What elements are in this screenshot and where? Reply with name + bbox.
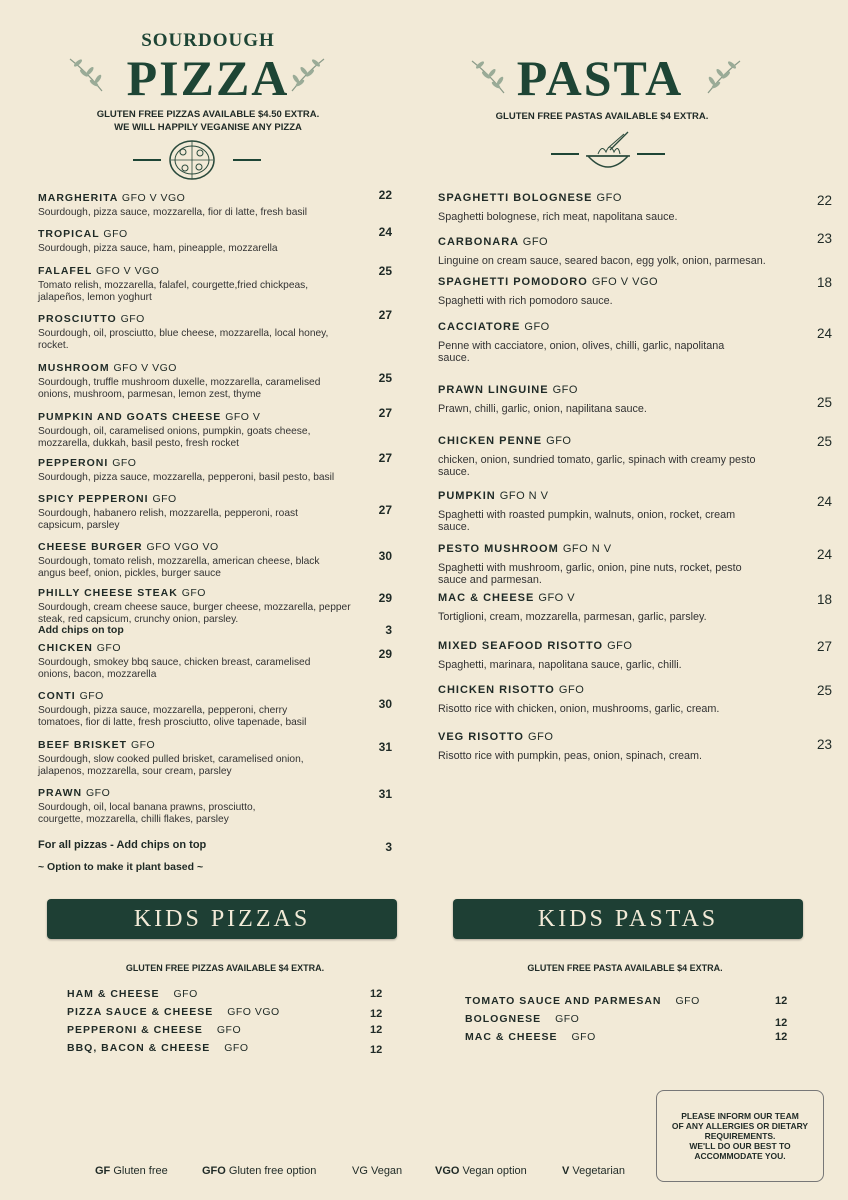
pizza-price: 25 <box>378 371 392 385</box>
pizza-price: 30 <box>378 697 392 711</box>
kids-pasta-item <box>465 1013 579 1025</box>
pizza-description <box>38 705 373 728</box>
kids-pizza-item <box>67 1006 280 1018</box>
desc-line: Spaghetti with mushroom, garlic, onion, pine nuts, rocket, pesto <box>438 562 742 574</box>
item-title: CHICKEN <box>38 642 93 654</box>
chips-all-label: For all pizzas - Add chips on top <box>38 839 207 851</box>
kids-pasta-price: 12 <box>775 995 788 1007</box>
pizza-gf-note: GLUTEN FREE PIZZAS AVAILABLE $4.50 EXTRA. <box>96 109 320 120</box>
kids-pizza-price: 12 <box>370 1008 383 1020</box>
pasta-price: 18 <box>816 275 832 290</box>
kids-pastas-banner: KIDS PASTAS <box>453 899 803 939</box>
kids-pizzas-banner: KIDS PIZZAS <box>47 899 397 939</box>
pasta-description <box>438 660 798 672</box>
item-tags: GFO V VGO <box>591 276 659 288</box>
desc-line: Linguine on cream sauce, seared bacon, egg yolk, onion, parmesan. <box>438 255 766 267</box>
pasta-description <box>438 341 798 364</box>
item-tags: GFO N V <box>562 543 612 555</box>
kids-pasta-item <box>465 995 700 1007</box>
item-tags: GFO VGO VO <box>146 541 219 553</box>
pizza-price: 22 <box>378 188 392 202</box>
pizza-price: 31 <box>378 787 392 801</box>
kids-pizza-item <box>67 1042 249 1054</box>
pizza-name <box>38 739 155 751</box>
olive-branch-icon <box>702 57 742 97</box>
item-tags: GFO <box>216 1024 242 1036</box>
item-tags: GFO <box>79 690 104 702</box>
pizza-name <box>38 192 185 204</box>
pasta-price: 24 <box>816 326 832 341</box>
desc-line: Sourdough, cream cheese sauce, burger cheese, mozzarella, pepper <box>38 602 351 613</box>
item-tags: GFO <box>152 493 177 505</box>
item-tags: GFO <box>552 384 578 396</box>
pizza-title: PIZZA <box>126 50 290 106</box>
pizza-description <box>38 657 373 680</box>
item-tags: GFO <box>675 995 700 1007</box>
desc-line: Risotto rice with pumpkin, peas, onion, spinach, cream. <box>438 750 703 762</box>
item-title: MIXED SEAFOOD RISOTTO <box>438 640 604 652</box>
pizza-name <box>38 642 121 654</box>
pizza-price: 29 <box>378 647 392 661</box>
item-tags: GFO <box>528 731 554 743</box>
item-title: TOMATO SAUCE AND PARMESAN <box>465 995 662 1007</box>
item-tags: GFO <box>524 321 550 333</box>
item-title: SPAGHETTI POMODORO <box>438 276 588 288</box>
pizza-description <box>38 426 373 449</box>
pizza-kicker: SOURDOUGH <box>141 30 275 51</box>
item-tags: GFO <box>112 457 137 469</box>
item-title: MUSHROOM <box>38 362 110 374</box>
item-tags: GFO <box>546 435 572 447</box>
desc-line: Sourdough, pizza sauce, mozzarella, pepperoni, cherry <box>38 705 288 716</box>
pasta-description <box>438 455 798 478</box>
legend-label: Gluten free <box>113 1165 168 1177</box>
item-title: CHEESE BURGER <box>38 541 143 553</box>
item-tags: GFO V <box>225 411 261 423</box>
pasta-description <box>438 212 798 224</box>
pasta-name <box>438 276 658 288</box>
item-title: PESTO MUSHROOM <box>438 543 559 555</box>
item-tags: GFO V VGO <box>95 265 160 277</box>
desc-line: Spaghetti with roasted pumpkin, walnuts, onion, rocket, cream <box>438 509 736 521</box>
item-title: TROPICAL <box>38 228 100 240</box>
kids-pastas-gf-note: GLUTEN FREE PASTA AVAILABLE $4 EXTRA. <box>527 963 723 973</box>
kids-pizza-price: 12 <box>370 988 383 1000</box>
desc-line: jalapenos, mozzarella, sour cream, parsley <box>38 765 232 777</box>
pizza-price: 30 <box>378 549 392 563</box>
item-tags: GFO <box>555 1013 580 1025</box>
item-tags: GFO V <box>538 592 576 604</box>
pasta-price: 24 <box>816 547 832 562</box>
pizza-name <box>38 313 145 325</box>
pizza-description <box>38 472 373 484</box>
pizza-description <box>38 508 373 531</box>
pizza-description <box>38 556 373 579</box>
desc-line: courgette, mozzarella, chilli flakes, parsley <box>38 813 229 825</box>
item-title: PEPPERONI & CHEESE <box>67 1024 203 1036</box>
pizza-description <box>38 280 373 303</box>
pizza-description <box>38 602 373 625</box>
desc-line: onions, mushroom, parmesan, lemon zest, thyme <box>38 388 262 400</box>
desc-line: Sourdough, truffle mushroom duxelle, mozzarella, caramelised <box>38 377 321 388</box>
item-tags: GFO <box>558 684 585 696</box>
pizza-vegan-note: WE WILL HAPPILY VEGANISE ANY PIZZA <box>114 122 302 133</box>
divider <box>133 159 161 161</box>
pizza-price: 24 <box>378 225 392 239</box>
pasta-description <box>438 296 798 308</box>
item-title: PIZZA SAUCE & CHEESE <box>67 1006 214 1018</box>
kids-pizza-price: 12 <box>370 1044 383 1056</box>
item-tags: GFO <box>96 642 122 654</box>
desc-line: angus beef, onion, pickles, burger sauce <box>38 567 221 579</box>
item-title: BBQ, BACON & CHEESE <box>67 1042 211 1054</box>
desc-line: Sourdough, pizza sauce, mozzarella, pepperoni, basil pesto, basil <box>38 472 335 483</box>
pizza-price: 27 <box>378 503 392 517</box>
desc-line: Risotto rice with chicken, onion, mushrooms, garlic, cream. <box>438 703 720 715</box>
olive-branch-icon <box>286 55 326 95</box>
item-title: HAM & CHEESE <box>67 988 160 1000</box>
legend-code: GFO <box>202 1165 226 1177</box>
desc-line: Penne with cacciatore, onion, olives, chilli, garlic, napolitana <box>438 340 725 352</box>
item-title: CHICKEN RISOTTO <box>438 684 555 696</box>
item-tags: GFO V VGO <box>121 192 186 204</box>
pasta-price: 23 <box>816 231 832 246</box>
legend-code: VGO <box>435 1165 460 1177</box>
desc-line: Sourdough, pizza sauce, mozzarella, fior di latte, fresh basil <box>38 207 307 218</box>
divider <box>637 153 665 155</box>
kids-pizza-item <box>67 988 198 1000</box>
item-title: CHICKEN PENNE <box>438 435 543 447</box>
desc-line: rocket. <box>38 339 69 351</box>
pasta-name <box>438 236 548 248</box>
pizza-description <box>38 802 373 825</box>
kids-pizza-item <box>67 1024 241 1036</box>
desc-line: Sourdough, oil, prosciutto, blue cheese, mozzarella, local honey, <box>38 328 329 339</box>
legend-code: GF <box>95 1165 111 1177</box>
item-tags: GFO <box>86 787 111 799</box>
item-title: MAC & CHEESE <box>465 1031 558 1043</box>
kids-pasta-price: 12 <box>775 1031 788 1043</box>
kids-pizza-price: 12 <box>370 1024 383 1036</box>
item-tags: GFO <box>596 192 622 204</box>
pizza-description <box>38 243 373 255</box>
pasta-bowl-icon <box>584 130 632 174</box>
item-title: FALAFEL <box>38 265 93 277</box>
legend-label: Gluten free option <box>228 1165 317 1177</box>
pizza-price: 25 <box>378 264 392 278</box>
item-title: PHILLY CHEESE STEAK <box>38 587 178 599</box>
item-tags: GFO <box>130 739 156 751</box>
allergy-line: ACCOMMODATE YOU. <box>694 1151 786 1161</box>
desc-line: Sourdough, oil, caramelised onions, pumpkin, goats cheese, <box>38 426 311 437</box>
desc-line: Spaghetti, marinara, napolitana sauce, garlic, chilli. <box>438 659 682 671</box>
legend-code: VG <box>352 1165 368 1177</box>
desc-line: sauce. <box>438 351 470 364</box>
pizza-description <box>38 207 373 219</box>
item-title: SPICY PEPPERONI <box>38 493 149 505</box>
pizza-price: 31 <box>378 740 392 754</box>
pasta-price: 25 <box>816 683 832 698</box>
legend-vgo <box>435 1165 527 1177</box>
desc-line: Spaghetti bolognese, rich meat, napolitana sauce. <box>438 211 678 223</box>
pasta-name <box>438 543 612 555</box>
pasta-description <box>438 256 798 268</box>
item-title: MAC & CHEESE <box>438 592 535 604</box>
pizza-description <box>38 377 373 400</box>
desc-line: chicken, onion, sundried tomato, garlic, spinach with creamy pesto <box>438 454 756 466</box>
item-title: PUMPKIN <box>438 490 496 502</box>
desc-line: Sourdough, oil, local banana prawns, prosciutto, <box>38 802 256 813</box>
pasta-name <box>438 321 550 333</box>
pizza-name <box>38 587 206 599</box>
divider <box>551 153 579 155</box>
desc-line: Spaghetti with rich pomodoro sauce. <box>438 295 613 307</box>
item-title: MARGHERITA <box>38 192 118 204</box>
desc-line: tomatoes, fior di latte, fresh prosciutto, olive tapenade, basil <box>38 716 307 728</box>
item-title: BEEF BRISKET <box>38 739 128 751</box>
pizza-name <box>38 690 104 702</box>
desc-line: Prawn, chilli, garlic, onion, napilitana sauce. <box>438 403 647 415</box>
desc-line: Tortiglioni, cream, mozzarella, parmesan, garlic, parsley. <box>438 611 707 623</box>
pizza-price: 29 <box>378 591 392 605</box>
pizza-name <box>38 787 110 799</box>
allergy-line: PLEASE INFORM OUR TEAM <box>681 1111 799 1121</box>
pasta-description <box>438 404 798 416</box>
desc-line: Sourdough, tomato relish, mozzarella, american cheese, black <box>38 556 320 567</box>
desc-line: steak, red capsicum, crunchy onion, parsley. <box>38 613 239 625</box>
pasta-title: PASTA <box>516 50 684 106</box>
pasta-price: 25 <box>816 434 832 449</box>
legend-gf <box>95 1165 168 1177</box>
desc-line: mozzarella, dukkah, basil pesto, fresh rocket <box>38 437 240 449</box>
pasta-description <box>438 563 798 586</box>
pizza-name <box>38 265 159 277</box>
legend-vg <box>352 1165 402 1177</box>
item-title: PRAWN <box>38 787 83 799</box>
item-title: CARBONARA <box>438 236 519 248</box>
item-title: BOLOGNESE <box>465 1013 542 1025</box>
desc-line: sauce. <box>438 465 470 478</box>
pizza-icon <box>168 139 216 181</box>
allergy-line: WE'LL DO OUR BEST TO <box>689 1141 791 1151</box>
pizza-name <box>38 541 219 553</box>
pizza-name <box>38 493 177 505</box>
item-tags: GFO <box>120 313 145 325</box>
item-tags: GFO <box>224 1042 249 1054</box>
item-title: PEPPERONI <box>38 457 109 469</box>
pasta-price: 18 <box>816 592 832 607</box>
pasta-name <box>438 640 632 652</box>
item-title: VEG RISOTTO <box>438 731 524 743</box>
item-tags: GFO V VGO <box>113 362 177 374</box>
desc-line: onions, bacon, mozzarella <box>38 668 157 680</box>
item-title: CACCIATORE <box>438 321 521 333</box>
item-title: CONTI <box>38 690 76 702</box>
pizza-price: 27 <box>378 451 392 465</box>
chips-all-price: 3 <box>385 840 392 854</box>
item-title: PUMPKIN AND GOATS CHEESE <box>38 411 222 423</box>
pizza-name <box>38 362 177 374</box>
legend-label: Vegan option <box>462 1165 527 1177</box>
chips-addon-price: 3 <box>385 623 392 637</box>
kids-pizzas-gf-note: GLUTEN FREE PIZZAS AVAILABLE $4 EXTRA. <box>125 963 325 973</box>
pizza-description <box>38 754 373 777</box>
pasta-name <box>438 684 584 696</box>
pasta-description <box>438 704 798 716</box>
legend-label: Vegan <box>370 1165 403 1177</box>
item-tags: GFO <box>181 587 206 599</box>
desc-line: sauce and parmesan. <box>438 573 542 586</box>
item-tags: GFO N V <box>499 490 549 502</box>
pasta-description <box>438 751 798 763</box>
pasta-price: 23 <box>816 737 832 752</box>
allergy-line: OF ANY ALLERGIES OR DIETARY <box>671 1121 809 1131</box>
desc-line: Sourdough, pizza sauce, ham, pineapple, mozzarella <box>38 243 278 254</box>
legend-code: V <box>562 1165 570 1177</box>
pizza-name <box>38 228 128 240</box>
olive-branch-icon <box>68 55 108 95</box>
pizza-price: 27 <box>378 308 392 322</box>
legend-gfo <box>202 1165 316 1177</box>
chips-addon-label: Add chips on top <box>38 624 124 636</box>
item-tags: GFO <box>173 988 198 1000</box>
desc-line: Sourdough, smokey bbq sauce, chicken breast, caramelised <box>38 657 311 668</box>
desc-line: jalapeños, lemon yoghurt <box>38 291 152 303</box>
allergy-notice <box>656 1090 824 1182</box>
pasta-description <box>438 612 798 624</box>
plant-based-note: ~ Option to make it plant based ~ <box>38 861 204 873</box>
item-title: SPAGHETTI BOLOGNESE <box>438 192 593 204</box>
item-tags: GFO <box>103 228 128 240</box>
pasta-name <box>438 592 575 604</box>
pizza-name <box>38 457 136 469</box>
pasta-name <box>438 731 553 743</box>
pasta-name <box>438 490 549 502</box>
pizza-price: 27 <box>378 406 392 420</box>
desc-line: capsicum, parsley <box>38 519 120 531</box>
pasta-description <box>438 510 798 533</box>
divider <box>233 159 261 161</box>
olive-branch-icon <box>470 57 510 97</box>
item-tags: GFO <box>522 236 549 248</box>
item-tags: GFO <box>571 1031 596 1043</box>
pasta-gf-note: GLUTEN FREE PASTAS AVAILABLE $4 EXTRA. <box>495 111 709 122</box>
pasta-price: 24 <box>816 494 832 509</box>
desc-line: Tomato relish, mozzarella, falafel, courgette,fried chickpeas, <box>38 280 309 291</box>
pizza-description <box>38 328 373 351</box>
pasta-name <box>438 192 622 204</box>
pasta-price: 27 <box>816 639 832 654</box>
legend-label: Vegetarian <box>572 1165 626 1177</box>
legend-v <box>562 1165 625 1177</box>
pasta-name <box>438 384 578 396</box>
pasta-price: 25 <box>816 395 832 410</box>
desc-line: Sourdough, habanero relish, mozzarella, pepperoni, roast <box>38 508 298 519</box>
item-title: PROSCIUTTO <box>38 313 117 325</box>
kids-pasta-item <box>465 1031 596 1043</box>
pizza-name <box>38 411 260 423</box>
allergy-line: REQUIREMENTS. <box>704 1131 776 1141</box>
item-tags: GFO VGO <box>227 1006 280 1018</box>
item-title: PRAWN LINGUINE <box>438 384 549 396</box>
pasta-name <box>438 435 571 447</box>
desc-line: sauce. <box>438 520 470 533</box>
desc-line: Sourdough, slow cooked pulled brisket, caramelised onion, <box>38 754 304 765</box>
kids-pasta-price: 12 <box>775 1017 788 1029</box>
item-tags: GFO <box>607 640 633 652</box>
pasta-price: 22 <box>816 193 832 208</box>
